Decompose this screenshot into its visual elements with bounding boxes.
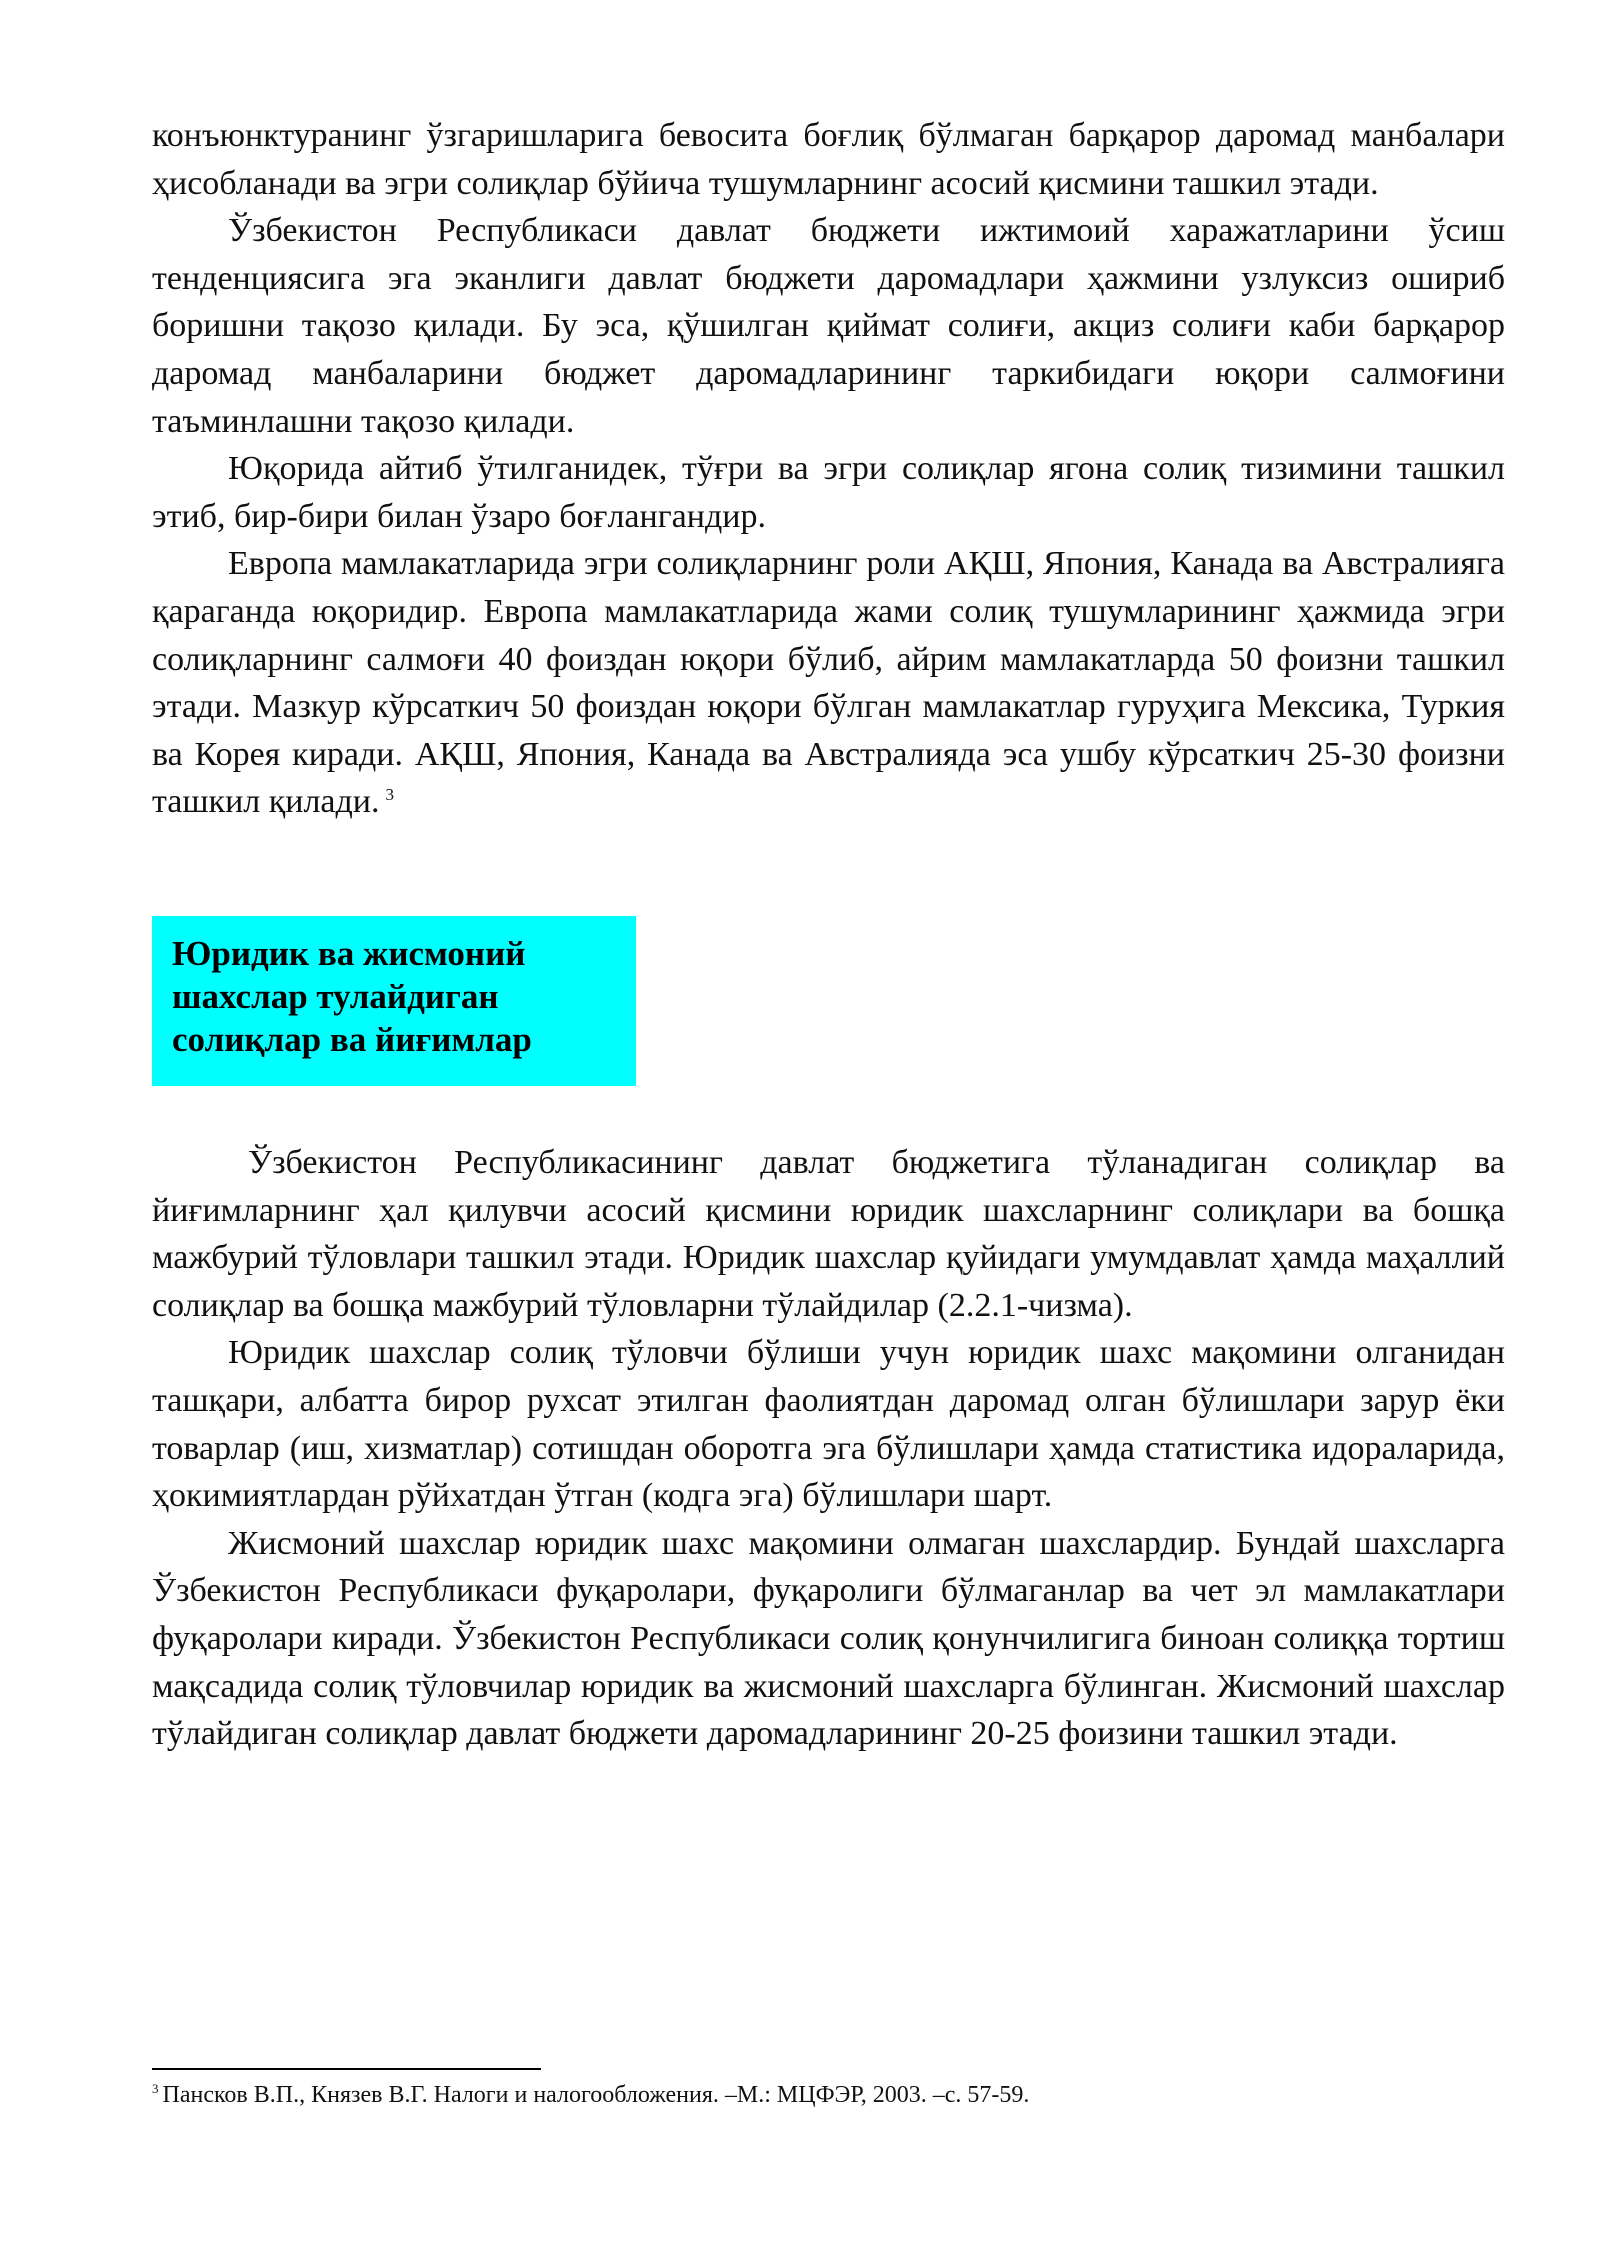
section-heading-line-3: солиқлар ва йиғимлар <box>172 1020 532 1059</box>
paragraph-direct-indirect: Юқорида айтиб ўтилганидек, тўғри ва эгри солиқлар ягона солиқ тизимини ташкил этиб, бир-бири билан ўзаро боғлангандир. <box>152 450 1505 535</box>
section-text-block <box>152 1139 1505 1758</box>
paragraph-individuals: Жисмоний шахслар юридик шахс мақомини олмаган шахслардир. Бундай шахсларга Ўзбекистон Республикаси фуқаролари, фуқаролиги бўлмаганлар ва чет эл мамлакатлари фуқаролари киради. Ўзбекистон Республикаси солиқ қонунчилигига биноан солиққа тортиш мақсадида солиқ тўловчилар юридик ва жисмоний шахсларга бўлинган. Жисмоний шахслар тўлайдиган солиқлар давлат бюджети даромадларининг 20-25 фоизини ташкил этади. <box>152 1524 1505 1753</box>
footnote-separator <box>152 2068 541 2070</box>
section-heading-box <box>152 916 636 1086</box>
footnote <box>152 2080 1029 2110</box>
footnote-marker: 3 <box>152 2081 159 2096</box>
paragraph-continuation: конъюнктуранинг ўзгаришларига бевосита боғлиқ бўлмаган барқарор даромад манбалари ҳисобланади ва эгри солиқлар бўйича тушумларнинг асосий қисмини ташкил этади. <box>152 117 1505 202</box>
footnote-reference[interactable]: 3 <box>385 784 394 804</box>
paragraph-state-budget: Ўзбекистон Республикаси давлат бюджети ижтимоий харажатларини ўсиш тенденциясига эга эканлиги давлат бюджети даромадлари ҳажмини узлуксиз ошириб боришни тақозо қилади. Бу эса, қўшилган қиймат солиғи, акциз солиғи каби барқарор даромад манбаларини бюджет даромадларининг таркибидаги юқори салмоғини таъминлашни тақозо қилади. <box>152 212 1505 440</box>
footnote-text: Пансков В.П., Князев В.Г. Налоги и налогообложения. –М.: МЦФЭР, 2003. –с. 57-59. <box>162 2082 1030 2108</box>
paragraph-europe <box>152 540 1505 826</box>
section-heading-line-1: Юридик ва жисмоний <box>172 934 526 973</box>
top-text-block <box>152 112 1505 826</box>
paragraph-legal-entity-conditions: Юридик шахслар солиқ тўловчи бўлиши учун юридик шахс мақомини олганидан ташқари, албатта бирор рухсат этилган фаолиятдан даромад олган бўлишлари зарур ёки товарлар (иш, хизматлар) сотишдан оборотга эга бўлишлари ҳамда статистика идораларида, ҳокимиятлардан рўйхатдан ўтган (кодга эга) бўлишлари шарт. <box>152 1334 1505 1515</box>
paragraph-legal-entities-taxes: Ўзбекистон Республикасининг давлат бюджетига тўланадиган солиқлар ва йиғимларнинг ҳал қилувчи асосий қисмини юридик шахсларнинг солиқлари ва бошқа мажбурий тўловлари ташкил этади. Юридик шахслар қуйидаги умумдавлат ҳамда маҳаллий солиқлар ва бошқа мажбурий тўловларни тўлайдилар (2.2.1-чизма). <box>152 1144 1505 1324</box>
paragraph-europe-text: Европа мамлакатларида эгри солиқларнинг роли АҚШ, Япония, Канада ва Австралияга қараганда юқоридир. Европа мамлакатларида жами солиқ тушумларининг ҳажмида эгри солиқларнинг салмоғи 40 фоиздан юқори бўлиб, айрим мамлакатларда 50 фоизни ташкил этади. Мазкур кўрсаткич 50 фоиздан юқори бўлган мамлакатлар гуруҳига Мексика, Туркия ва Корея киради. АҚШ, Япония, Канада ва Австралияда эса ушбу кўрсаткич 25-30 фоизни ташкил қилади. <box>152 545 1505 821</box>
section-heading-line-2: шахслар тулайдиган <box>172 977 499 1016</box>
